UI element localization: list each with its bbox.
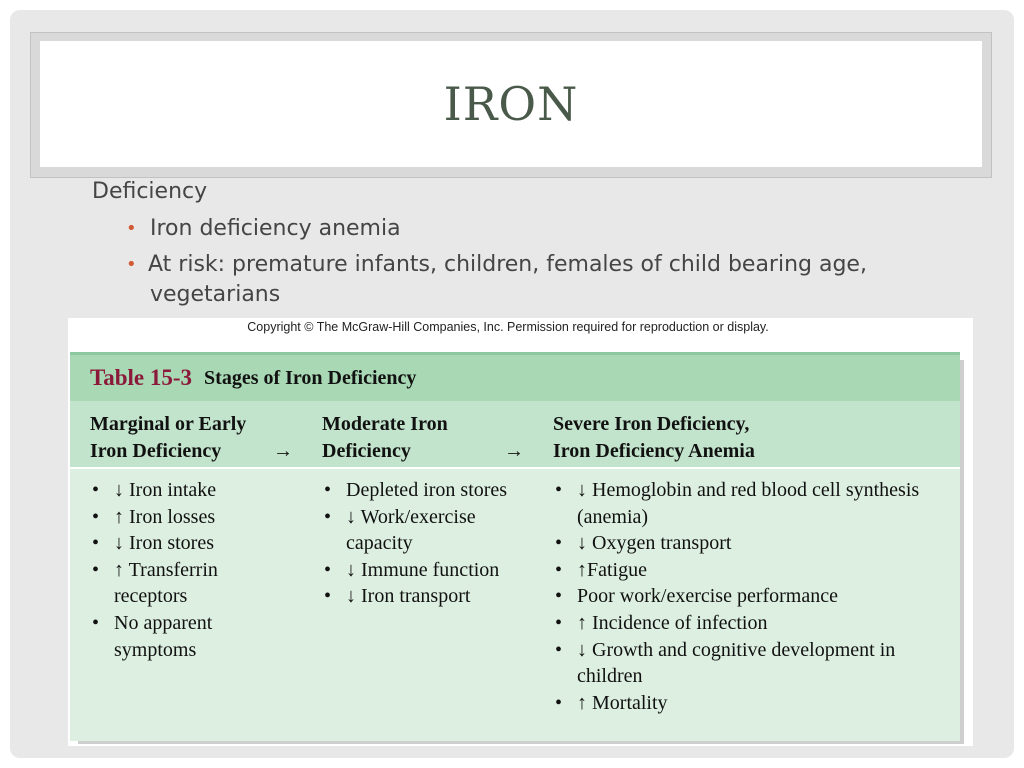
iron-deficiency-table [70,352,960,741]
column-header-line: Moderate Iron [322,413,448,435]
column-marginal [90,477,255,663]
list-item: • ↓ Iron intake [90,477,255,504]
title-inner [40,41,982,167]
list-item: • ↓ Iron stores [90,530,255,557]
bullet-text: Iron deficiency anemia [150,216,401,241]
column-header-severe [553,411,933,465]
column-header-line: Marginal or Early [90,413,247,435]
column-header-moderate [322,411,522,465]
slide-title: IRON [443,77,579,131]
arrow-right-icon: → [504,440,524,462]
bullet-item [92,250,952,310]
bullet-item [92,214,952,244]
list-item: • ↓ Growth and cognitive development in children [553,637,938,690]
slide [10,10,1014,758]
list-item: • ↓ Oxygen transport [553,530,938,557]
list-item: • ↑ Incidence of infection [553,610,938,637]
arrow-right-icon: → [273,440,293,462]
table-title: Stages of Iron Deficiency [204,366,417,389]
bullet-text: At risk: premature infants, children, females of child bearing age, vegetarians [148,252,867,307]
title-box [30,32,992,178]
list-item: • Depleted iron stores [322,477,547,504]
slide-content [92,178,952,310]
bullet-dot-icon: • [126,218,137,239]
list-item: • ↑ Iron losses [90,504,255,531]
table-number: Table 15-3 [90,365,193,390]
table-column-headers [70,401,960,469]
column-header-marginal [90,411,290,465]
list-item: • ↑Fatigue [553,557,938,584]
column-severe [553,477,938,716]
list-item: • ↑ Transferrin receptors [90,557,255,610]
list-item: • ↓ Work/exercise capacity [322,504,547,557]
list-item: • Poor work/exercise performance [553,583,938,610]
table-caption [70,355,960,401]
column-header-line: Iron Deficiency [90,440,222,462]
column-moderate [322,477,547,610]
column-header-line: Severe Iron Deficiency, [553,413,750,435]
heading-deficiency: Deficiency [92,179,208,204]
bullet-dot-icon: • [126,254,137,275]
list-item: • ↓ Immune function [322,557,547,584]
column-header-line: Iron Deficiency Anemia [553,440,755,462]
copyright-notice: Copyright © The McGraw-Hill Companies, Inc. Permission required for reproduction or display. [247,320,769,334]
list-item: • ↓ Iron transport [322,583,547,610]
table-figure [68,318,973,746]
list-item: • ↑ Mortality [553,690,938,717]
list-item: • No apparent symptoms [90,610,255,663]
column-header-line: Deficiency [322,440,411,462]
list-item: • ↓ Hemoglobin and red blood cell synthesis (anemia) [553,477,938,530]
